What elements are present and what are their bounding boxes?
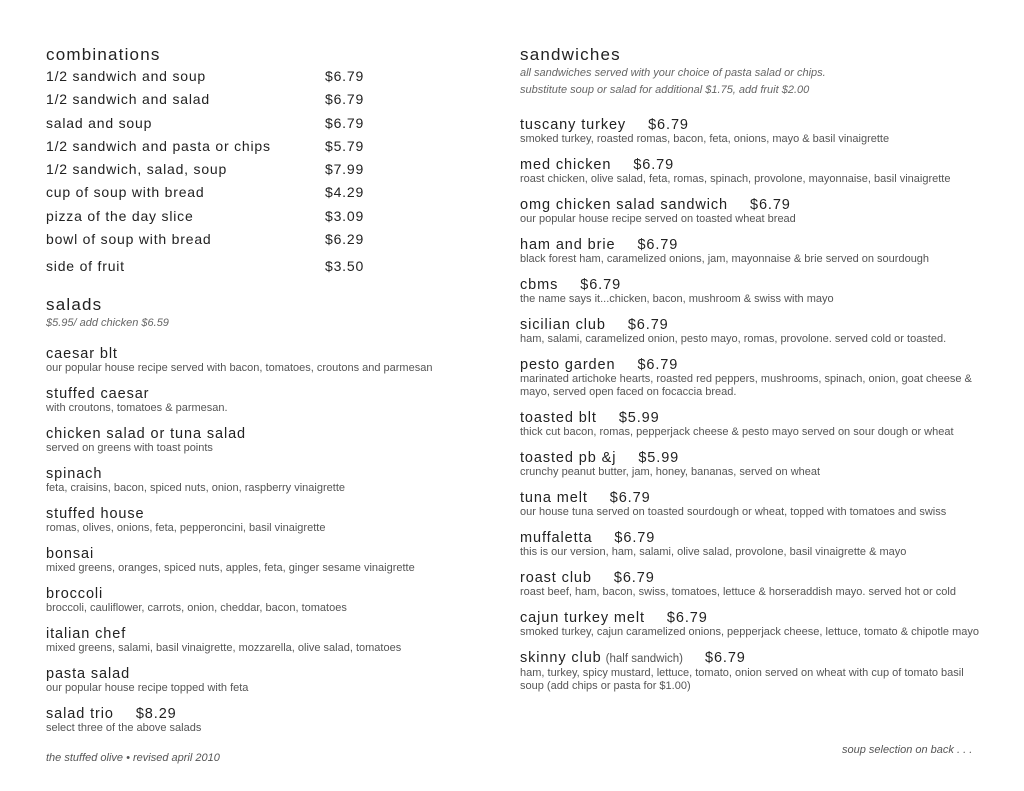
combination-price: $5.79 xyxy=(325,137,365,154)
item-description: select three of the above salads xyxy=(46,721,202,734)
item-name: ham and brie xyxy=(520,237,616,253)
menu-item xyxy=(46,386,486,415)
item-description: ham, turkey, spicy mustard, lettuce, tomato, onion served on wheat with cup of tomato basil soup (add chips or pasta for $1.00) xyxy=(520,667,964,692)
item-name: bonsai xyxy=(46,545,95,562)
item-name-line xyxy=(46,706,486,722)
item-name: toasted blt xyxy=(520,410,597,426)
combination-name: bowl of soup with bread xyxy=(46,231,212,248)
salads-list xyxy=(46,346,486,735)
item-description: served on greens with toast points xyxy=(46,441,213,454)
combination-row xyxy=(46,205,486,228)
item-description: our popular house recipe served on toasted wheat bread xyxy=(520,213,796,225)
item-price: $6.79 xyxy=(637,357,679,373)
item-name: roast club xyxy=(520,570,592,586)
menu-item xyxy=(46,506,486,535)
item-description: our popular house recipe served with bacon, tomatoes, croutons and parmesan xyxy=(46,361,433,374)
item-name-line xyxy=(46,586,486,602)
menu-item xyxy=(520,117,990,146)
combination-name: side of fruit xyxy=(46,258,125,275)
item-name: cajun turkey melt xyxy=(520,610,645,626)
item-description: the name says it...chicken, bacon, mushroom & swiss with mayo xyxy=(520,293,834,305)
combination-row xyxy=(46,112,486,135)
combination-price: $6.79 xyxy=(325,68,365,84)
menu-item xyxy=(520,610,990,639)
menu-item xyxy=(520,450,990,479)
menu-item xyxy=(46,546,486,575)
combination-name: cup of soup with bread xyxy=(46,184,205,201)
combination-row xyxy=(46,88,486,111)
item-name: italian chef xyxy=(46,625,127,642)
item-name: muffaletta xyxy=(520,530,593,546)
combination-name: 1/2 sandwich, salad, soup xyxy=(46,161,228,178)
item-name-line xyxy=(520,277,990,293)
item-name: caesar blt xyxy=(46,345,118,362)
item-name: toasted pb &j xyxy=(520,450,617,466)
item-name: pasta salad xyxy=(46,665,131,682)
combination-price: $6.79 xyxy=(325,114,365,131)
menu-item xyxy=(520,490,990,519)
item-price: $6.79 xyxy=(613,570,655,586)
item-name-line xyxy=(46,386,486,402)
item-name: tuscany turkey xyxy=(520,117,627,133)
combination-price: $6.29 xyxy=(325,231,365,248)
item-name: stuffed house xyxy=(46,505,145,522)
combination-price: $7.99 xyxy=(325,161,365,178)
item-name-line xyxy=(46,426,486,442)
left-column xyxy=(46,45,486,746)
combination-row xyxy=(46,158,486,181)
item-name-line xyxy=(520,490,990,506)
item-price: $6.79 xyxy=(580,277,622,293)
item-description: with croutons, tomatoes & parmesan. xyxy=(46,401,228,414)
item-price: $6.79 xyxy=(633,157,675,173)
item-name-line xyxy=(520,450,990,466)
item-price: $6.79 xyxy=(637,237,679,253)
combination-name: 1/2 sandwich and soup xyxy=(46,68,207,84)
item-name-line xyxy=(520,197,990,213)
menu-item xyxy=(520,197,990,226)
sandwiches-subtitle xyxy=(520,65,990,99)
menu-item xyxy=(46,586,486,615)
item-name: broccoli xyxy=(46,585,104,602)
item-name-line xyxy=(46,346,486,362)
menu-item xyxy=(520,157,990,186)
menu-item xyxy=(46,346,486,375)
item-name-line xyxy=(46,666,486,682)
item-description: black forest ham, caramelized onions, jam, mayonnaise & brie served on sourdough xyxy=(520,253,930,265)
combination-name: 1/2 sandwich and pasta or chips xyxy=(46,137,271,154)
combination-price: $6.79 xyxy=(325,91,365,108)
item-description: feta, craisins, bacon, spiced nuts, onion, raspberry vinaigrette xyxy=(46,481,345,494)
item-price: $6.79 xyxy=(704,650,746,666)
menu-item xyxy=(520,357,990,399)
item-description: thick cut bacon, romas, pepperjack cheese & pesto mayo served on sour dough or wheat xyxy=(520,426,954,438)
combination-row xyxy=(46,255,486,278)
item-name: spinach xyxy=(46,465,103,482)
item-name-line xyxy=(520,117,990,133)
menu-item xyxy=(520,277,990,306)
item-description: marinated artichoke hearts, roasted red peppers, mushrooms, spinach, onion, goat cheese & mayo, served open faced on focaccia bread. xyxy=(520,373,972,398)
item-description: crunchy peanut butter, jam, honey, bananas, served on wheat xyxy=(520,466,821,478)
item-name-line xyxy=(46,626,486,642)
item-name-line xyxy=(520,650,990,667)
item-name-line xyxy=(520,317,990,333)
combination-name: pizza of the day slice xyxy=(46,207,194,224)
item-description: romas, olives, onions, feta, pepperoncini, basil vinaigrette xyxy=(46,521,326,534)
item-name: med chicken xyxy=(520,157,612,173)
item-name-line xyxy=(46,546,486,562)
item-price: $5.99 xyxy=(638,450,680,466)
item-name-line xyxy=(520,410,990,426)
combination-row xyxy=(46,181,486,204)
menu-item xyxy=(46,706,486,735)
menu-item xyxy=(46,426,486,455)
item-name: sicilian club xyxy=(520,317,606,333)
menu-item xyxy=(520,410,990,439)
item-description: roast chicken, olive salad, feta, romas, spinach, provolone, mayonnaise, basil vinaigrette xyxy=(520,173,951,185)
item-description: mixed greens, oranges, spiced nuts, apples, feta, ginger sesame vinaigrette xyxy=(46,561,415,574)
item-description: broccoli, cauliflower, carrots, onion, cheddar, bacon, tomatoes xyxy=(46,601,347,614)
sandwiches-subtitle-line: substitute soup or salad for additional $1.75, add fruit $2.00 xyxy=(520,84,810,96)
combination-price: $3.09 xyxy=(325,207,365,224)
combinations-title: combinations xyxy=(46,45,161,64)
item-price: $6.79 xyxy=(614,530,656,546)
menu-item xyxy=(46,666,486,695)
item-name: salad trio xyxy=(46,705,114,722)
combination-row xyxy=(46,135,486,158)
salads-subtitle: $5.95/ add chicken $6.59 xyxy=(46,316,169,329)
item-note: (half sandwich) xyxy=(605,653,683,665)
combination-price: $4.29 xyxy=(325,184,365,201)
item-price: $6.79 xyxy=(627,317,669,333)
item-description: our popular house recipe topped with feta xyxy=(46,681,249,694)
item-name: omg chicken salad sandwich xyxy=(520,197,728,213)
sandwiches-list xyxy=(520,117,990,693)
item-description: roast beef, ham, bacon, swiss, tomatoes, lettuce & horseraddish mayo. served hot or cold xyxy=(520,586,956,598)
item-description: mixed greens, salami, basil vinaigrette, mozzarella, olive salad, tomatoes xyxy=(46,641,402,654)
item-price: $5.99 xyxy=(618,410,660,426)
item-name: cbms xyxy=(520,277,559,293)
item-name: chicken salad or tuna salad xyxy=(46,425,247,442)
item-price: $6.79 xyxy=(609,490,651,506)
menu-item xyxy=(520,237,990,266)
item-name-line xyxy=(520,357,990,373)
item-name: pesto garden xyxy=(520,357,616,373)
item-name-line xyxy=(520,237,990,253)
item-description: smoked turkey, cajun caramelized onions, pepperjack cheese, lettuce, tomato & chipotle mayo xyxy=(520,626,979,638)
menu-item xyxy=(520,317,990,346)
combination-name: 1/2 sandwich and salad xyxy=(46,91,210,108)
item-name: stuffed caesar xyxy=(46,385,150,402)
right-column xyxy=(520,45,990,704)
item-name-line xyxy=(520,157,990,173)
footer-soup-note: soup selection on back . . . xyxy=(842,744,973,756)
footer-revision: the stuffed olive • revised april 2010 xyxy=(46,752,220,764)
item-price: $6.79 xyxy=(666,610,708,626)
salads-title: salads xyxy=(46,294,103,314)
item-name-line xyxy=(46,506,486,522)
combination-price: $3.50 xyxy=(325,258,365,275)
item-price: $6.79 xyxy=(648,117,689,133)
menu-item xyxy=(520,530,990,559)
item-name-line xyxy=(520,570,990,586)
menu-item xyxy=(520,570,990,599)
item-name: skinny club xyxy=(520,650,602,666)
item-name-line xyxy=(520,530,990,546)
combination-name: salad and soup xyxy=(46,114,153,131)
combination-row xyxy=(46,228,486,251)
item-description: this is our version, ham, salami, olive salad, provolone, basil vinaigrette & mayo xyxy=(520,546,907,558)
menu-item xyxy=(46,626,486,655)
item-description: ham, salami, caramelized onion, pesto mayo, romas, provolone. served cold or toasted. xyxy=(520,333,947,345)
item-description: smoked turkey, roasted romas, bacon, feta, onions, mayo & basil vinaigrette xyxy=(520,133,890,145)
menu-item xyxy=(46,466,486,495)
sandwiches-title: sandwiches xyxy=(520,45,621,64)
item-name: tuna melt xyxy=(520,490,588,506)
item-price: $8.29 xyxy=(135,705,177,722)
sandwiches-subtitle-line: all sandwiches served with your choice of pasta salad or chips. xyxy=(520,67,826,79)
combinations-list xyxy=(46,65,486,279)
item-description: our house tuna served on toasted sourdough or wheat, topped with tomatoes and swiss xyxy=(520,506,947,518)
item-price: $6.79 xyxy=(749,197,791,213)
item-name-line xyxy=(520,610,990,626)
combination-row xyxy=(46,65,486,88)
menu-item xyxy=(520,650,990,693)
item-name-line xyxy=(46,466,486,482)
